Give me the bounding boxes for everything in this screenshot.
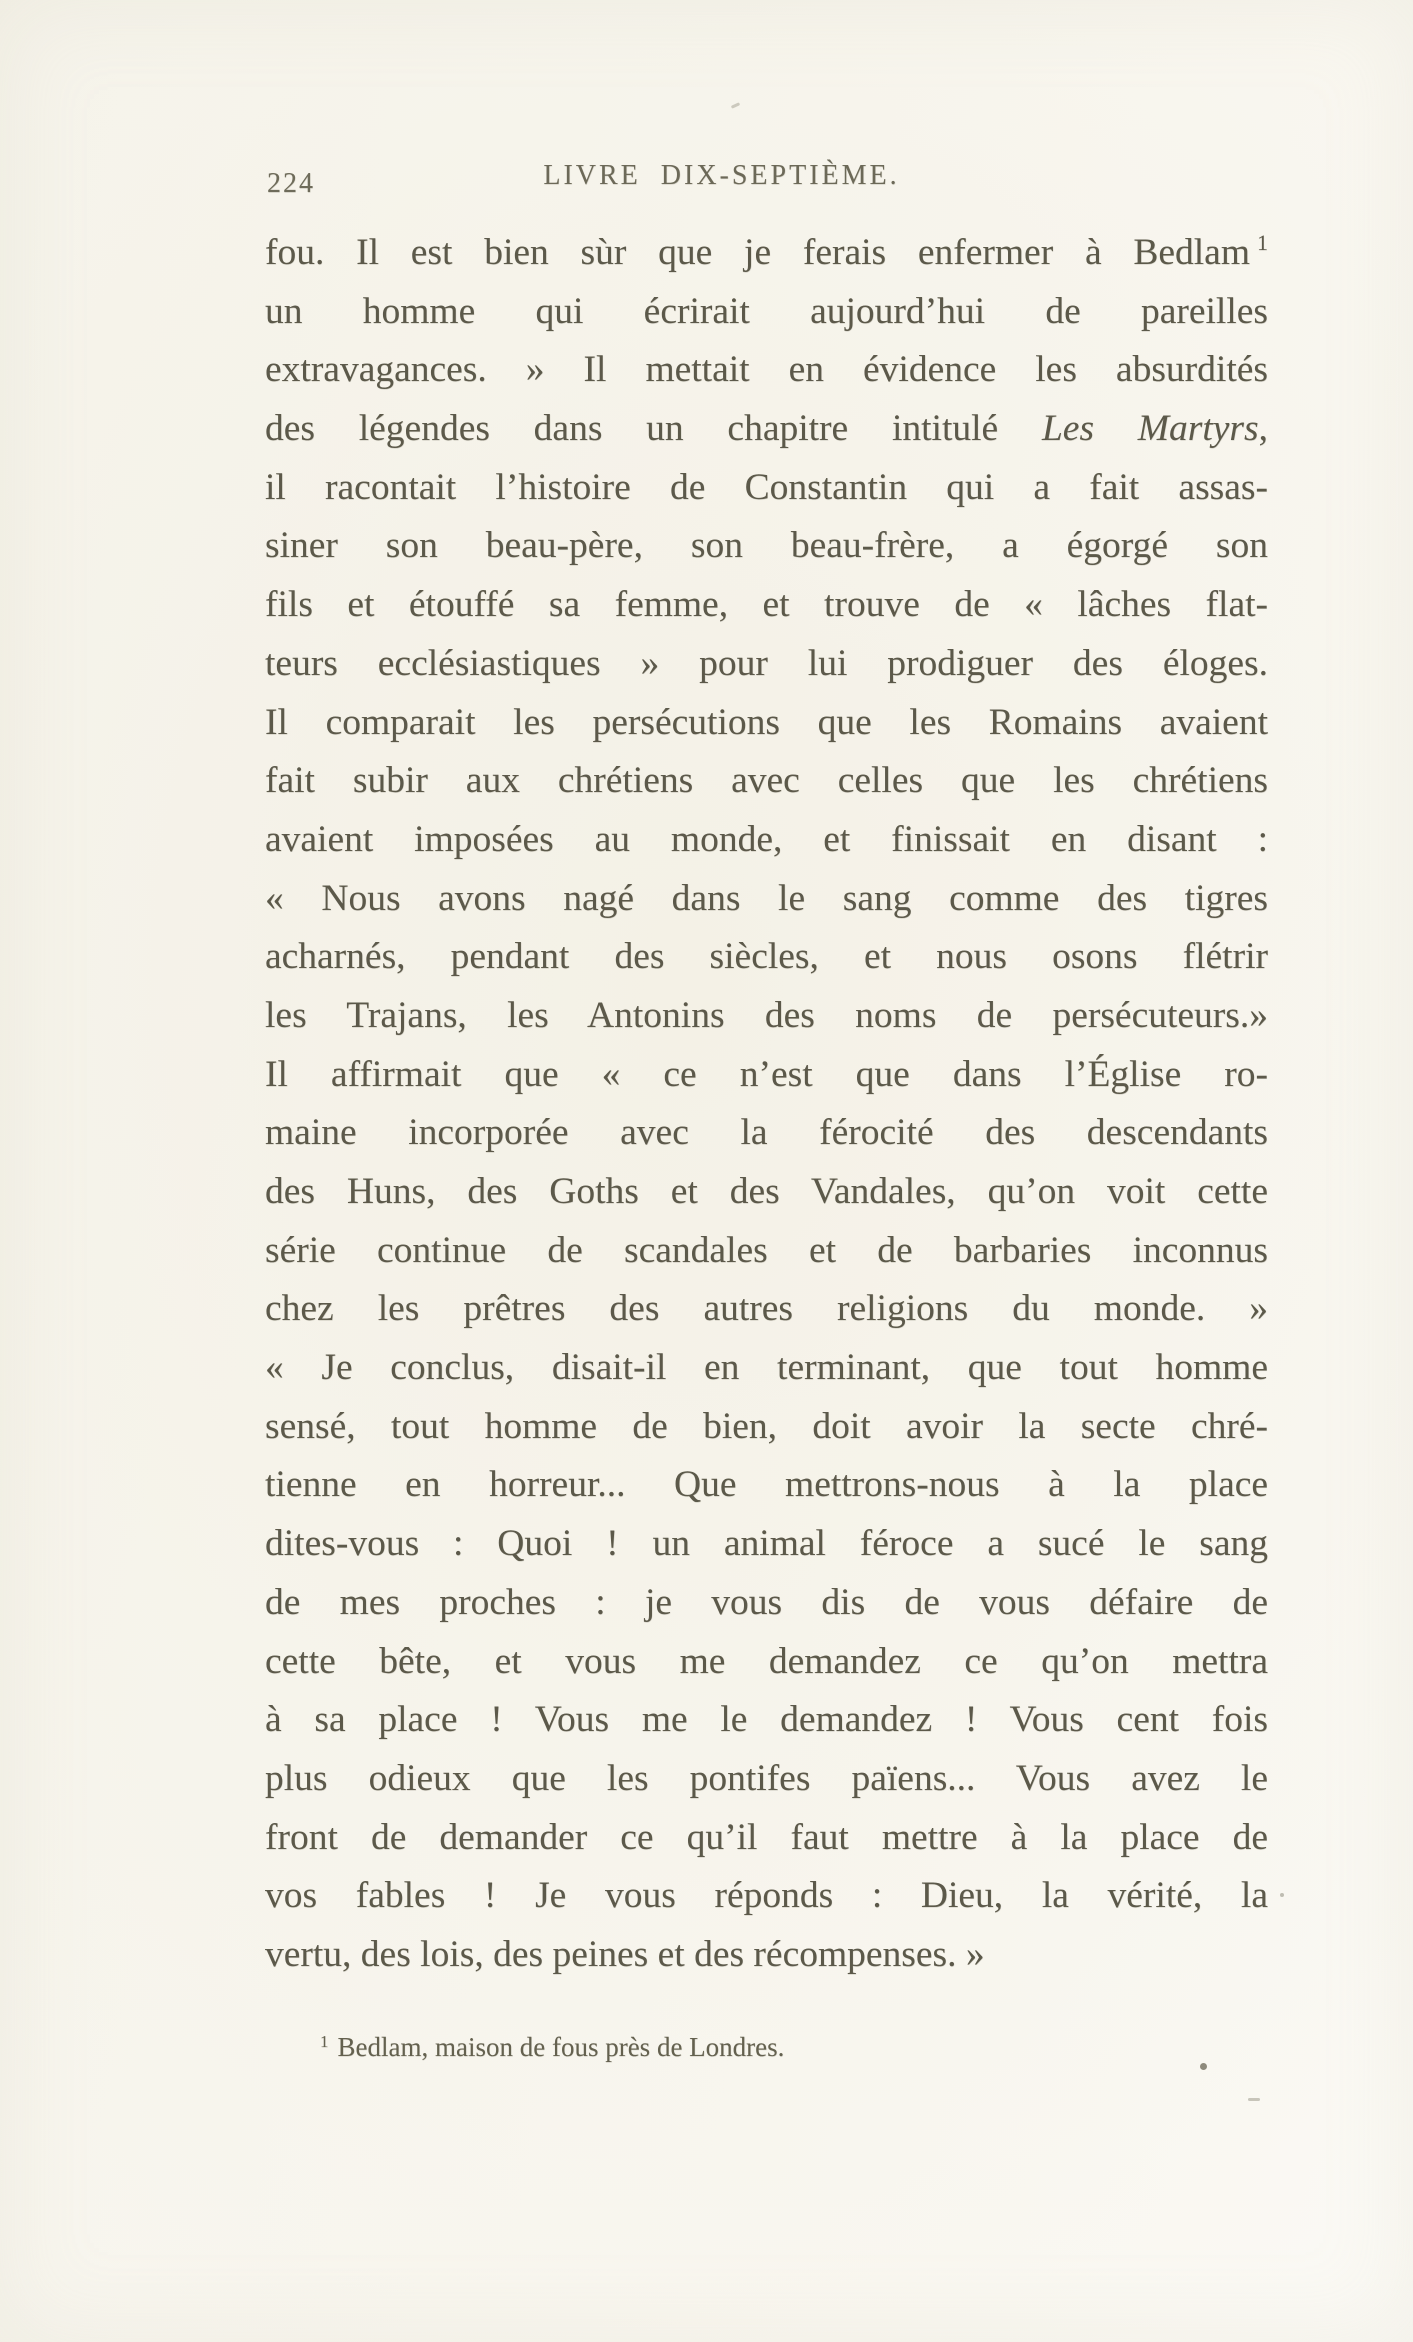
text-line-21: sensé, tout homme de bien, doit avoir la secte chré-: [265, 1405, 1268, 1447]
scan-speck: [1248, 2098, 1260, 2101]
footnote-ref: 1: [1257, 230, 1268, 255]
text-line-18: série continue de scandales et de barbaries inconnus: [265, 1229, 1268, 1271]
text-line-5: il racontait l’histoire de Constantin qui a fait assas-: [265, 466, 1268, 508]
text-line-6: siner son beau-père, son beau-frère, a égorgé son: [265, 525, 1268, 567]
text-line-26: à sa place ! Vous me le demandez ! Vous cent fois: [265, 1699, 1268, 1741]
text-line-30: vertu, des lois, des peines et des récompenses. »: [265, 1933, 985, 1975]
footnote-text: Bedlam, maison de fous près de Londres.: [337, 2032, 785, 2062]
text-line-16: maine incorporée avec la férocité des descendants: [265, 1112, 1268, 1154]
text-line-12: « Nous avons nagé dans le sang comme des tigres: [265, 877, 1268, 919]
text-line-27: plus odieux que les pontifes païens... Vous avez le: [265, 1757, 1268, 1799]
footnote: [320, 2032, 1268, 2063]
text-line-7: fils et étouffé sa femme, et trouve de « lâches flat-: [265, 584, 1268, 626]
text-line-25: cette bête, et vous me demandez ce qu’on mettra: [265, 1640, 1268, 1682]
text-line-15: Il affirmait que « ce n’est que dans l’Église ro-: [265, 1053, 1268, 1095]
text-line-23: dites-vous : Quoi ! un animal féroce a sucé le sang: [265, 1523, 1268, 1565]
text-line-24: de mes proches : je vous dis de vous défaire de: [265, 1581, 1268, 1623]
page-number: 224: [267, 168, 315, 199]
scan-speck: [731, 102, 740, 109]
page-header: [265, 160, 1268, 204]
scan-speck: [1280, 1893, 1284, 1897]
text-line-11: avaient imposées au monde, et finissait en disant :: [265, 818, 1268, 860]
line-4-text-after: ,: [1258, 408, 1268, 450]
text-line-28: front de demander ce qu’il faut mettre à la place de: [265, 1816, 1268, 1858]
line-1-text: fou. Il est bien sùr que je ferais enfermer à Bedlam: [265, 232, 1250, 273]
text-line-4: [265, 400, 1268, 459]
scan-speck: [1200, 2063, 1207, 2070]
text-line-1: [265, 224, 1268, 283]
text-line-2: un homme qui écrirait aujourd’hui de pareilles: [265, 290, 1268, 332]
text-line-17: des Huns, des Goths et des Vandales, qu’on voit cette: [265, 1171, 1268, 1212]
text-line-14: les Trajans, les Antonins des noms de persécuteurs.»: [265, 994, 1268, 1036]
body-text: [265, 224, 1268, 1985]
text-line-9: Il comparait les persécutions que les Romains avaient: [265, 701, 1268, 743]
book-title-italic: Les Martyrs: [1041, 408, 1259, 450]
text-line-3: extravagances. » Il mettait en évidence les absurdités: [265, 349, 1268, 391]
text-line-22: tienne en horreur... Que mettrons-nous à la place: [265, 1464, 1268, 1506]
text-line-10: fait subir aux chrétiens avec celles que les chrétiens: [265, 760, 1268, 802]
running-header: LIVRE DIX-SEPTIÈME.: [543, 160, 900, 191]
text-line-29: vos fables ! Je vous réponds : Dieu, la vérité, la: [265, 1875, 1268, 1917]
text-line-13: acharnés, pendant des siècles, et nous osons flétrir: [265, 936, 1268, 978]
text-line-20: « Je conclus, disait-il en terminant, que tout homme: [265, 1347, 1268, 1389]
text-line-8: teurs ecclésiastiques » pour lui prodiguer des éloges.: [265, 642, 1268, 684]
text-line-19: chez les prêtres des autres religions du monde. »: [265, 1288, 1268, 1330]
footnote-marker: 1: [320, 2032, 329, 2051]
line-4-text: des légendes dans un chapitre intitulé: [265, 408, 1042, 450]
